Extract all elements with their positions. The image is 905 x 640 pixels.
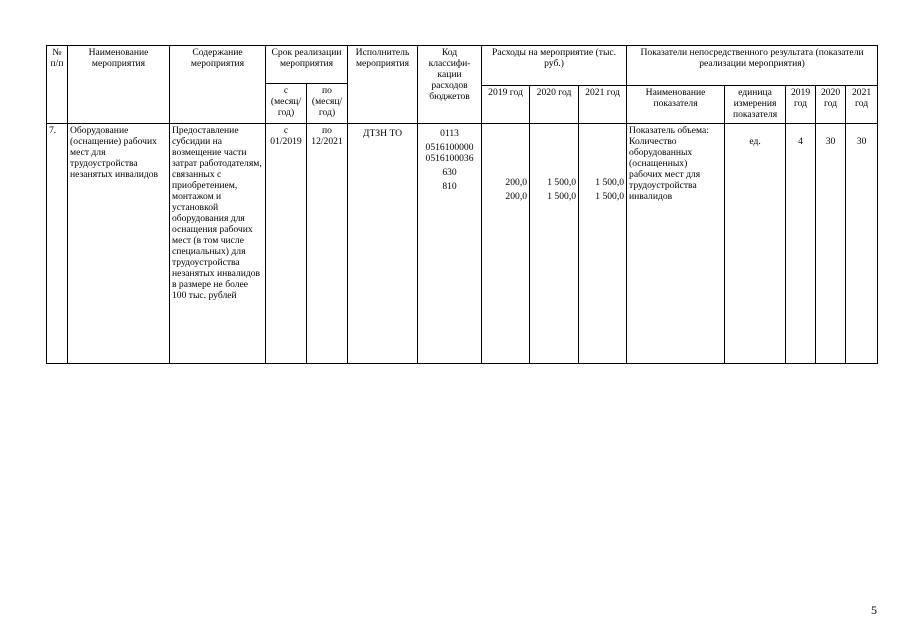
exp-value: 1 500,0 — [595, 191, 625, 202]
row-unit — [725, 124, 786, 364]
header-indicator-unit: единица измерения показателя — [725, 86, 786, 124]
header-ind-2021: 2021 год — [846, 86, 878, 124]
row-indicator: Показатель объема: Количество оборудованных (оснащенных) рабочих мест для трудоустройства инвалидов — [627, 124, 725, 364]
row-content: Предоставление субсидии на возмещение части затрат работодателям, связанных с приобретением, монтажом и установкой оборудования для оснащения рабочих мест (в том числе специальных) для трудоустройства незанятых инвалидов в размере не более 100 тыс. рублей — [170, 124, 266, 364]
header-name: Наименование мероприятия — [68, 46, 170, 124]
row-exp-2019 — [482, 124, 530, 364]
page-number: 5 — [871, 603, 877, 617]
header-code: Код классифи-кации расходов бюджетов — [418, 46, 482, 124]
header-ind-2020: 2020 год — [816, 86, 846, 124]
row-executor — [348, 124, 418, 364]
exp-value: 1 500,0 — [547, 191, 577, 202]
code-line: 630 — [442, 167, 457, 178]
row-code — [418, 124, 482, 364]
header-content: Содержание мероприятия — [170, 46, 266, 124]
header-period-to: по (месяц/ год) — [307, 84, 348, 124]
header-executor: Исполнитель мероприятия — [348, 46, 418, 124]
header-indicators: Показатели непосредственного результата (показатели реализации мероприятия) — [627, 46, 878, 86]
measures-table — [46, 45, 878, 364]
header-ind-2019: 2019 год — [786, 86, 816, 124]
row-val-2021 — [846, 124, 878, 364]
row-val-2019 — [786, 124, 816, 364]
header-period: Срок реализации мероприятия — [266, 46, 348, 84]
code-line: 0516100036 — [425, 153, 474, 164]
val-text: 30 — [825, 136, 836, 147]
header-exp-2019: 2019 год — [482, 86, 530, 124]
header-exp-2020: 2020 год — [530, 86, 579, 124]
header-indicator-name: Наименование показателя — [627, 86, 725, 124]
code-line: 0516100000 — [425, 142, 474, 153]
exp-value: 200,0 — [505, 177, 528, 188]
unit-text: ед. — [749, 136, 761, 147]
val-text: 4 — [798, 136, 803, 147]
row-period-from: с 01/2019 — [266, 124, 307, 364]
code-line: 0113 — [440, 128, 459, 139]
executor-text: ДТЗН ТО — [362, 128, 403, 139]
val-text: 30 — [856, 136, 867, 147]
row-val-2020 — [816, 124, 846, 364]
code-line: 810 — [442, 181, 457, 192]
row-exp-2021 — [579, 124, 627, 364]
table-row — [47, 124, 878, 364]
header-period-from: с (месяц/ год) — [266, 84, 307, 124]
row-num: 7. — [47, 124, 68, 364]
row-exp-2020 — [530, 124, 579, 364]
exp-value: 1 500,0 — [547, 177, 577, 188]
exp-value: 1 500,0 — [595, 177, 625, 188]
header-num: № п/п — [47, 46, 68, 124]
exp-value: 200,0 — [505, 191, 528, 202]
row-period-to: по 12/2021 — [307, 124, 348, 364]
row-name: Оборудование (оснащение) рабочих мест для трудоустройства незанятых инвалидов — [68, 124, 170, 364]
header-expenses: Расходы на мероприятие (тыс. руб.) — [482, 46, 627, 86]
header-exp-2021: 2021 год — [579, 86, 627, 124]
